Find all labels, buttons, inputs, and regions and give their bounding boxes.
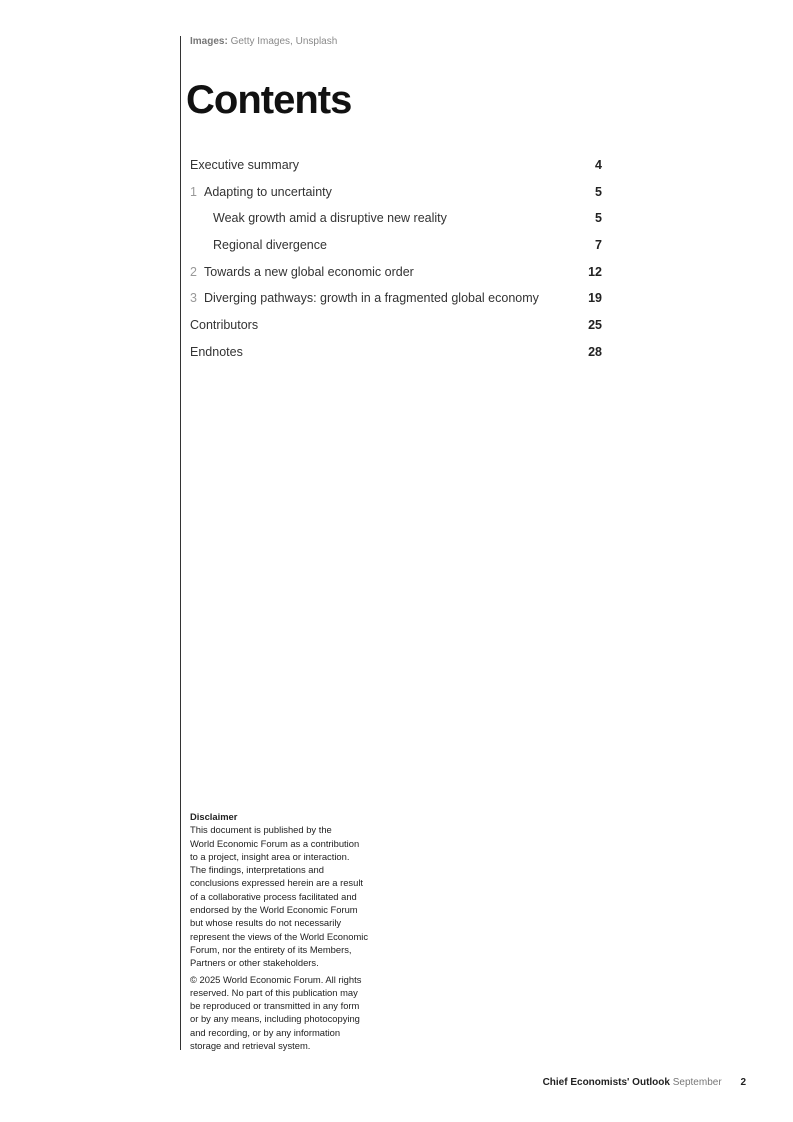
disclaimer-line: This document is published by the <box>190 824 332 836</box>
disclaimer-line: © 2025 World Economic Forum. All rights <box>190 973 362 985</box>
toc-entry-page: 28 <box>588 344 602 359</box>
table-of-contents <box>190 152 602 366</box>
disclaimer-line: Forum, nor the entirety of its Members, <box>190 943 352 955</box>
page-title: Contents <box>186 78 352 122</box>
toc-entry-label: Towards a new global economic order <box>204 264 414 279</box>
disclaimer-line: to a project, insight area or interaction. <box>190 850 350 862</box>
toc-entry-page: 5 <box>595 211 602 226</box>
disclaimer-line: storage and retrieval system. <box>190 1040 311 1052</box>
disclaimer-line: or by any means, including photocopying <box>190 1013 360 1025</box>
toc-entry-number: 3 <box>190 291 197 306</box>
image-credits-value: Getty Images, Unsplash <box>230 36 338 47</box>
disclaimer-line: World Economic Forum as a contribution <box>190 837 360 849</box>
toc-entry-label: Executive summary <box>190 158 300 172</box>
toc-entry[interactable] <box>190 152 602 179</box>
toc-entry[interactable] <box>190 312 602 339</box>
page-footer <box>543 1077 746 1088</box>
toc-entry-label: Adapting to uncertainty <box>204 184 332 199</box>
disclaimer-line: be reproduced or transmitted in any form <box>190 1000 360 1012</box>
toc-entry-page: 19 <box>588 291 602 306</box>
disclaimer-line: The findings, interpretations and <box>190 864 324 876</box>
toc-entry[interactable] <box>190 259 602 286</box>
toc-entry-label: Regional divergence <box>213 238 327 253</box>
toc-entry-page: 12 <box>588 264 602 279</box>
disclaimer-line: and recording, or by any information <box>190 1026 341 1038</box>
disclaimer-line: of a collaborative process facilitated and <box>190 890 357 902</box>
toc-entry-label: Endnotes <box>190 344 243 359</box>
disclaimer-line: Partners or other stakeholders. <box>190 957 319 969</box>
disclaimer-line: endorsed by the World Economic Forum <box>190 904 358 916</box>
image-credits <box>190 36 337 47</box>
disclaimer-line: reserved. No part of this publication may <box>190 986 358 998</box>
toc-entry-label: Diverging pathways: growth in a fragmented global economy <box>204 291 539 306</box>
toc-entry-page: 7 <box>595 238 602 253</box>
toc-entry-page: 25 <box>588 318 602 333</box>
left-margin-rule <box>180 36 181 1050</box>
footer-month: September <box>672 1077 722 1088</box>
toc-entry-label: Contributors <box>190 318 259 333</box>
disclaimer-line: but whose results do not necessarily <box>190 917 342 929</box>
footer-page-number: 2 <box>740 1077 746 1088</box>
toc-entry[interactable] <box>190 232 602 259</box>
toc-entry[interactable] <box>190 179 602 206</box>
copyright-notice <box>190 973 380 1053</box>
toc-entry-number: 1 <box>190 184 197 199</box>
footer-publication: Chief Economists' Outlook <box>542 1077 670 1088</box>
disclaimer-heading: Disclaimer <box>190 811 238 822</box>
image-credits-label: Images: <box>190 36 228 47</box>
disclaimer <box>190 810 380 1055</box>
toc-entry[interactable] <box>190 339 602 366</box>
toc-entry-label: Weak growth amid a disruptive new reality <box>213 211 447 226</box>
toc-entry[interactable] <box>190 205 602 232</box>
disclaimer-line: conclusions expressed herein are a result <box>190 877 364 889</box>
toc-entry[interactable] <box>190 285 602 312</box>
toc-entry-page: 4 <box>595 158 602 172</box>
disclaimer-body <box>190 823 380 969</box>
toc-entry-number: 2 <box>190 264 197 279</box>
disclaimer-line: represent the views of the World Economic <box>190 930 369 942</box>
toc-entry-page: 5 <box>595 184 602 199</box>
